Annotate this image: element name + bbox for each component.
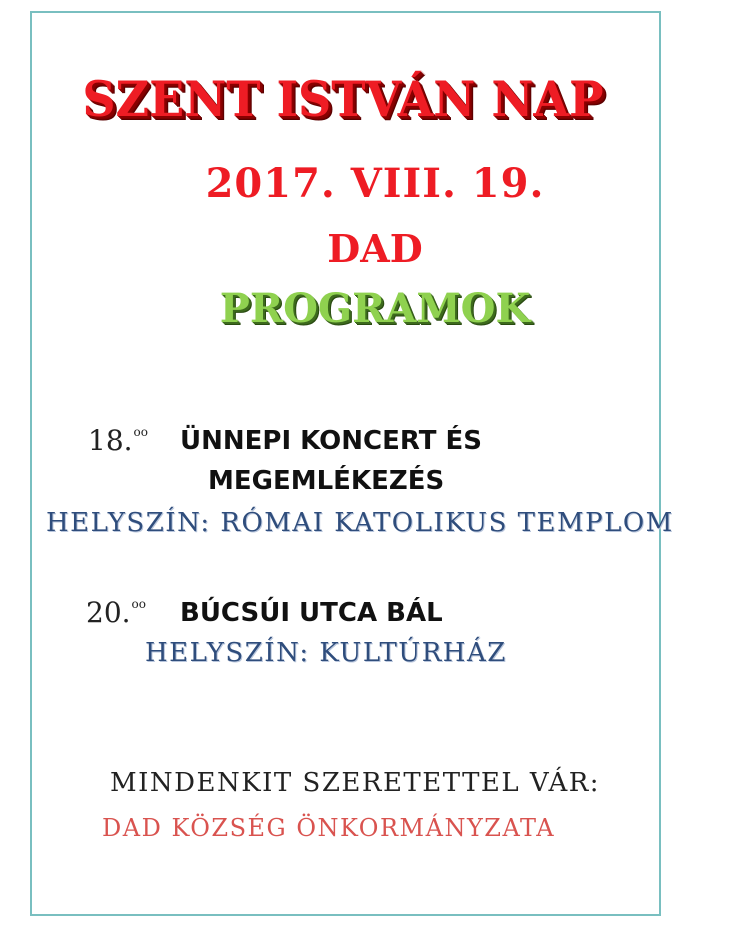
event-1-title-line1: ÜNNEPI KONCERT ÉS (180, 426, 482, 456)
programs-heading: PROGRAMOK (219, 285, 531, 332)
organizer-text: DAD KÖZSÉG ÖNKORMÁNYZATA (102, 814, 556, 842)
event-date: 2017. VIII. 19. (205, 160, 545, 207)
poster-title: SZENT ISTVÁN NAP (82, 70, 604, 128)
event-1-hour: 18. (88, 424, 133, 457)
event-1-venue: HELYSZÍN: RÓMAI KATOLIKUS TEMPLOM (46, 508, 674, 538)
invitation-text: MINDENKIT SZERETETTEL VÁR: (110, 768, 601, 798)
event-2-title: BÚCSÚI UTCA BÁL (180, 598, 443, 628)
event-2-venue: HELYSZÍN: KULTÚRHÁZ (145, 638, 507, 668)
event-2-time (86, 596, 146, 629)
event-2-hour: 20. (86, 596, 131, 629)
event-2-minutes: oo (131, 597, 146, 611)
event-place: DAD (327, 226, 423, 271)
event-1-title-line2: MEGEMLÉKEZÉS (208, 466, 445, 496)
event-1-minutes: oo (133, 425, 148, 439)
event-1-time (88, 424, 148, 457)
